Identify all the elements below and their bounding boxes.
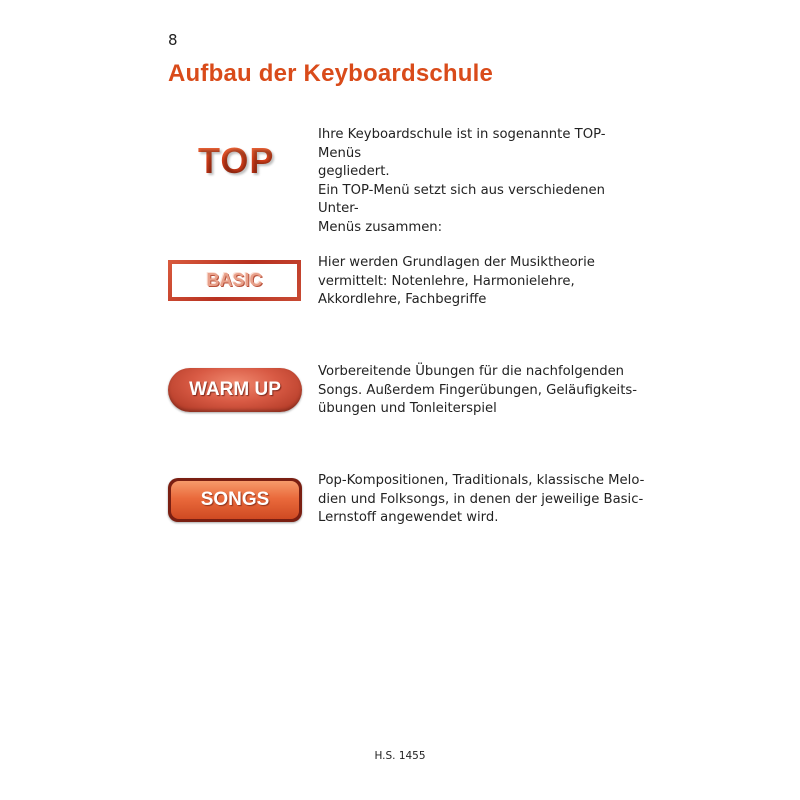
songs-badge bbox=[168, 478, 302, 522]
top-logo: TOP bbox=[198, 140, 275, 181]
description-line: Lernstoff angewendet wird. bbox=[318, 510, 499, 526]
description-line: Songs. Außerdem Fingerübungen, Geläufigkeits- bbox=[318, 382, 638, 398]
description-line: dien und Folksongs, in denen der jeweilige Basic- bbox=[318, 491, 644, 507]
section-basic-description bbox=[318, 254, 648, 310]
description-line: Ihre Keyboardschule ist in sogenannte TOP-Menüs bbox=[318, 127, 606, 161]
description-line: Akkordlehre, Fachbegriffe bbox=[318, 292, 487, 308]
section-songs-description bbox=[318, 472, 648, 528]
description-line: Pop-Kompositionen, Traditionals, klassische Melo- bbox=[318, 473, 645, 488]
description-line: gegliedert. bbox=[318, 164, 390, 180]
section-warm-up-description bbox=[318, 363, 648, 419]
section-songs bbox=[168, 472, 648, 532]
description-line: Vorbereitende Übungen für die nachfolgenden bbox=[318, 364, 625, 379]
section-basic bbox=[168, 254, 648, 314]
section-warm-up bbox=[168, 363, 648, 423]
section-top-description bbox=[318, 126, 648, 238]
page-footer: H.S. 1455 bbox=[374, 750, 426, 762]
section-top bbox=[168, 126, 648, 235]
description-line: Menüs zusammen: bbox=[318, 219, 443, 235]
description-line: übungen und Tonleiterspiel bbox=[318, 401, 497, 417]
page-number: 8 bbox=[168, 31, 178, 49]
songs-badge-label: SONGS bbox=[171, 481, 299, 519]
description-line: vermittelt: Notenlehre, Harmonielehre, bbox=[318, 273, 575, 289]
page-title: Aufbau der Keyboardschule bbox=[168, 60, 494, 87]
description-line: Ein TOP-Menü setzt sich aus verschiedenen Unter- bbox=[318, 182, 605, 217]
warm-up-badge: WARM UP bbox=[168, 368, 302, 412]
basic-badge-label: BASIC bbox=[172, 264, 297, 297]
description-line: Hier werden Grundlagen der Musiktheorie bbox=[318, 255, 595, 270]
basic-badge bbox=[168, 260, 301, 301]
